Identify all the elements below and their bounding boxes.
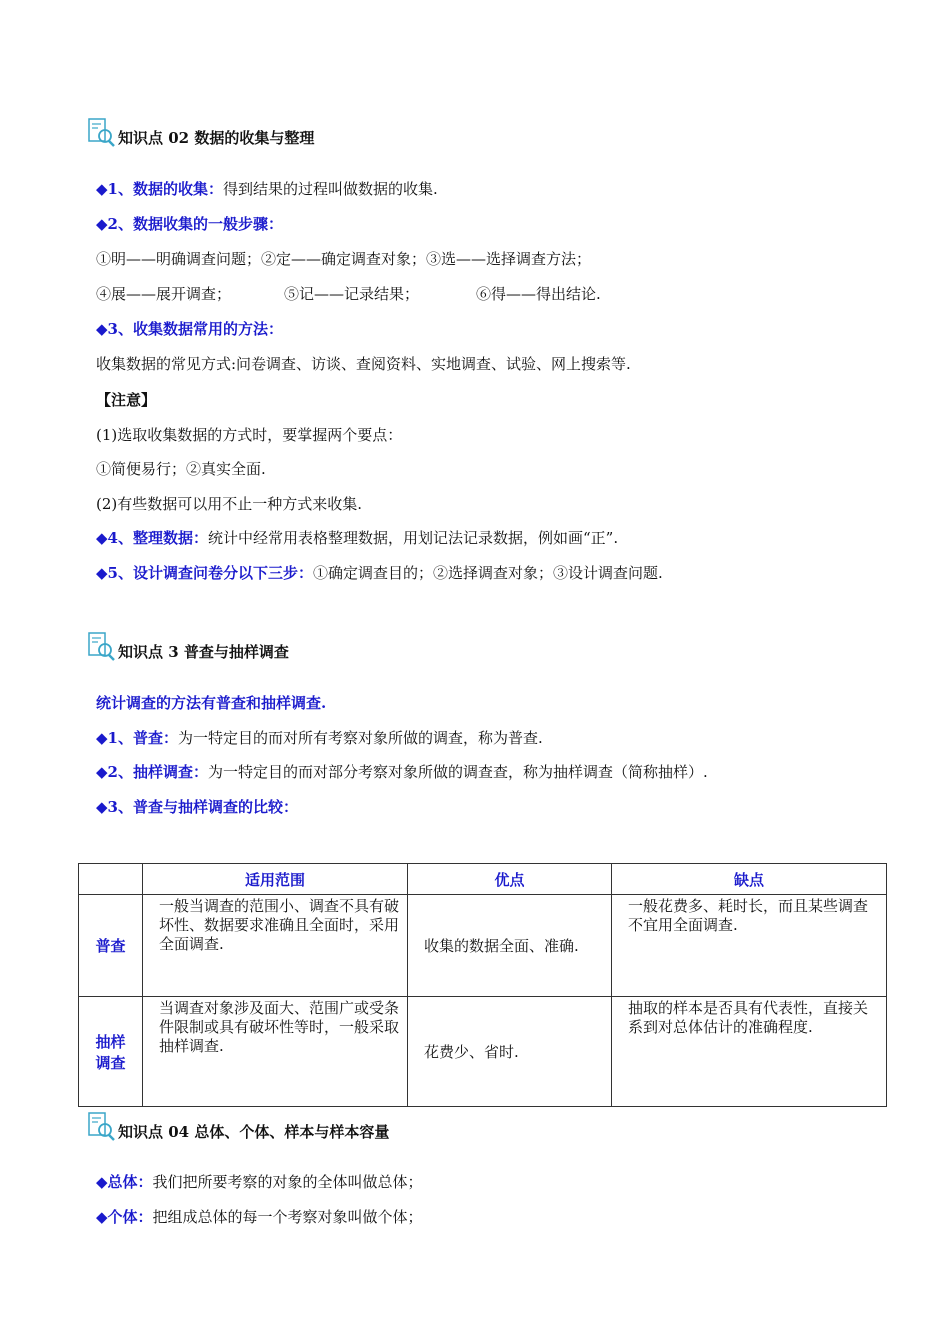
term-label: ◆5、设计调查问卷分以下三步：: [96, 564, 313, 582]
magnifier-doc-icon: [88, 1112, 116, 1142]
step-item: ⑤记——记录结果；: [284, 285, 420, 303]
definition: 我们把所要考察的对象的全体叫做总体；: [152, 1173, 423, 1191]
note-line: ①简便易行；②真实全面.: [96, 460, 266, 478]
magnifier-doc-icon: [88, 632, 116, 662]
step-item: ⑥得——得出结论.: [476, 285, 601, 303]
table-header-cell: [79, 864, 143, 895]
paragraph: [96, 179, 438, 199]
section-title: 知识点 02 数据的收集与整理: [118, 129, 315, 147]
row-header: 抽样调查: [79, 997, 143, 1107]
term-label: ◆3、普查与抽样调查的比较：: [96, 798, 298, 816]
paragraph: [96, 1207, 423, 1227]
table-cell: 抽取的样本是否具有代表性，直接关系到对总体估计的准确程度.: [612, 997, 887, 1107]
table-header-cell: 适用范围: [143, 864, 408, 895]
definition: 把组成总体的每一个考察对象叫做个体；: [152, 1208, 423, 1226]
magnifier-doc-icon: [88, 118, 116, 148]
table-header-cell: 缺点: [612, 864, 887, 895]
paragraph: 收集数据的常见方式:问卷调查、访谈、查阅资料、实地调查、试验、网上搜索等.: [96, 355, 631, 373]
note-title: 【注意】: [96, 391, 157, 409]
paragraph: [96, 528, 618, 548]
term-label: ◆总体：: [96, 1173, 153, 1191]
intro: 统计调查的方法有普查和抽样调查.: [96, 694, 327, 712]
term-label: ◆3、收集数据常用的方法：: [96, 320, 283, 338]
definition: ①确定调查目的；②选择调查对象；③设计调查问题.: [312, 564, 663, 582]
section-title: 知识点 04 总体、个体、样本与样本容量: [118, 1123, 390, 1141]
note-line: (1)选取收集数据的方式时，要掌握两个要点：: [96, 426, 403, 444]
table-row: [79, 997, 887, 1107]
table-cell: 一般花费多、耗时长，而且某些调查不宜用全面调查.: [612, 895, 887, 997]
term-label: ◆2、数据收集的一般步骤：: [96, 215, 283, 233]
table-cell: 收集的数据全面、准确.: [408, 895, 612, 997]
paragraph: [96, 563, 663, 583]
term-label: ◆个体：: [96, 1208, 153, 1226]
paragraph: [96, 797, 298, 817]
table-cell: 花费少、省时.: [408, 997, 612, 1107]
section-heading-04: [88, 1110, 389, 1142]
table-header-cell: 优点: [408, 864, 612, 895]
term-label: ◆1、普查：: [96, 729, 178, 747]
note-line: (2)有些数据可以用不止一种方式来收集.: [96, 495, 363, 513]
step-item: ②定——确定调查对象；: [261, 250, 427, 268]
table-row: [79, 895, 887, 997]
comparison-table: [78, 863, 887, 1107]
steps-row-2: [96, 284, 601, 304]
term-label: ◆4、整理数据：: [96, 529, 208, 547]
paragraph: [96, 214, 283, 234]
section-title: 知识点 3 普查与抽样调查: [118, 643, 289, 661]
paragraph: [96, 319, 283, 339]
table-cell: 当调查对象涉及面大、范围广或受条件限制或具有破坏性等时，一般采取抽样调查.: [143, 997, 408, 1107]
definition: 统计中经常用表格整理数据，用划记法记录数据，例如画“正”.: [207, 529, 619, 547]
table-header-row: [79, 864, 887, 895]
paragraph: [96, 1172, 423, 1192]
paragraph: [96, 762, 708, 782]
row-header: 普查: [79, 895, 143, 997]
step-item: ④展——展开调查；: [96, 285, 232, 303]
definition: 为一特定目的而对所有考察对象所做的调查，称为普查.: [177, 729, 543, 747]
definition: 得到结果的过程叫做数据的收集.: [222, 180, 438, 198]
section-heading-02: [88, 116, 314, 148]
step-item: ①明——明确调查问题；: [96, 250, 262, 268]
steps-row-1: [96, 249, 591, 269]
definition: 为一特定目的而对部分考察对象所做的调查查，称为抽样调查（简称抽样）.: [207, 763, 708, 781]
step-item: ③选——选择调查方法；: [426, 250, 592, 268]
term-label: ◆1、数据的收集：: [96, 180, 223, 198]
paragraph: [96, 728, 543, 748]
term-label: ◆2、抽样调查：: [96, 763, 208, 781]
section-heading-03: [88, 630, 289, 662]
table-cell: 一般当调查的范围小、调查不具有破坏性、数据要求准确且全面时，采用全面调查.: [143, 895, 408, 997]
